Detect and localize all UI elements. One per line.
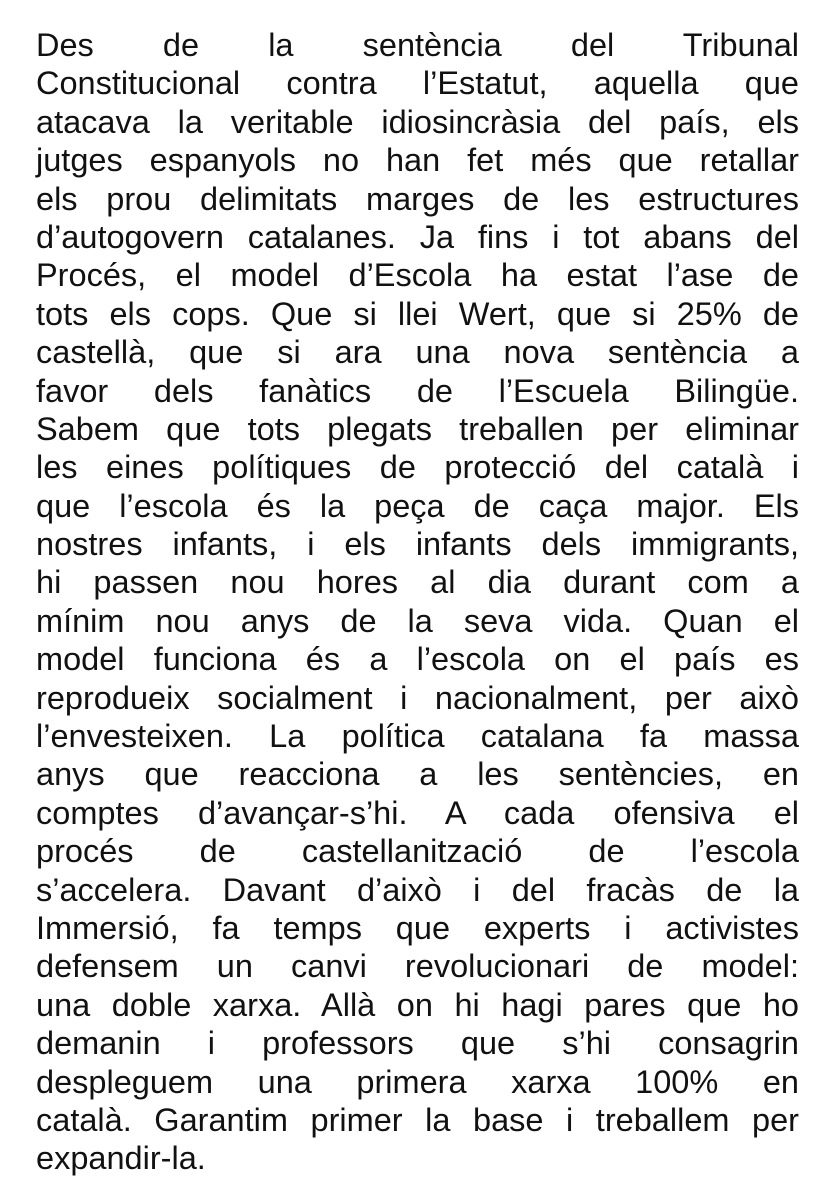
paragraph-line-1: Des de la sentència del Tribunal <box>36 27 799 63</box>
paragraph-line-26: una doble xarxa. Allà on hi hagi pares que ho <box>36 986 799 1023</box>
paragraph-line-21: comptes d’avançar-s’hi. A cada ofensiva el <box>36 794 799 831</box>
paragraph-line-30: expandir-la. <box>36 1140 206 1177</box>
paragraph-line-23: s’accelera. Davant d’això i del fracàs de la <box>36 871 799 908</box>
paragraph-line-10: favor dels fanàtics de l’Escuela Bilingüe. <box>36 372 799 409</box>
paragraph-line-25: defensem un canvi revolucionari de model: <box>36 948 799 985</box>
paragraph-line-19: l’envesteixen. La política catalana fa massa <box>36 718 799 755</box>
paragraph-line-12: les eines polítiques de protecció del català i <box>36 449 799 486</box>
paragraph-line-28: despleguem una primera xarxa 100% en <box>36 1063 799 1100</box>
paragraph-line-27: demanin i professors que s’hi consagrin <box>36 1025 799 1062</box>
paragraph-line-15: hi passen nou hores al dia durant com a <box>36 564 799 601</box>
paragraph-line-3: atacava la veritable idiosincràsia del país, els <box>36 103 799 140</box>
paragraph-line-2: Constitucional contra l’Estatut, aquella que <box>36 65 799 102</box>
paragraph-line-22: procés de castellanització de l’escola <box>36 833 799 870</box>
paragraph-line-4: jutges espanyols no han fet més que retallar <box>36 142 799 179</box>
paragraph-line-16: mínim nou anys de la seva vida. Quan el <box>36 602 799 639</box>
body-paragraph <box>36 26 799 1178</box>
paragraph-line-5: els prou delimitats marges de les estructures <box>36 180 799 217</box>
paragraph-line-17: model funciona és a l’escola on el país es <box>36 641 799 678</box>
paragraph-line-8: tots els cops. Que si llei Wert, que si 25% de <box>36 295 799 332</box>
paragraph-line-11: Sabem que tots plegats treballen per eliminar <box>36 410 799 447</box>
paragraph-line-13: que l’escola és la peça de caça major. Els <box>36 487 799 524</box>
paragraph-line-9: castellà, que si ara una nova sentència a <box>36 334 799 371</box>
paragraph-line-29: català. Garantim primer la base i treballem per <box>36 1101 799 1138</box>
paragraph-line-24: Immersió, fa temps que experts i activistes <box>36 909 799 946</box>
paragraph-line-14: nostres infants, i els infants dels immigrants, <box>36 526 799 563</box>
paragraph-line-20: anys que reacciona a les sentències, en <box>36 756 799 793</box>
paragraph-line-7: Procés, el model d’Escola ha estat l’ase de <box>36 257 799 294</box>
paragraph-line-18: reprodueix socialment i nacionalment, per això <box>36 679 799 716</box>
paragraph-line-6: d’autogovern catalanes. Ja fins i tot abans del <box>36 218 799 255</box>
